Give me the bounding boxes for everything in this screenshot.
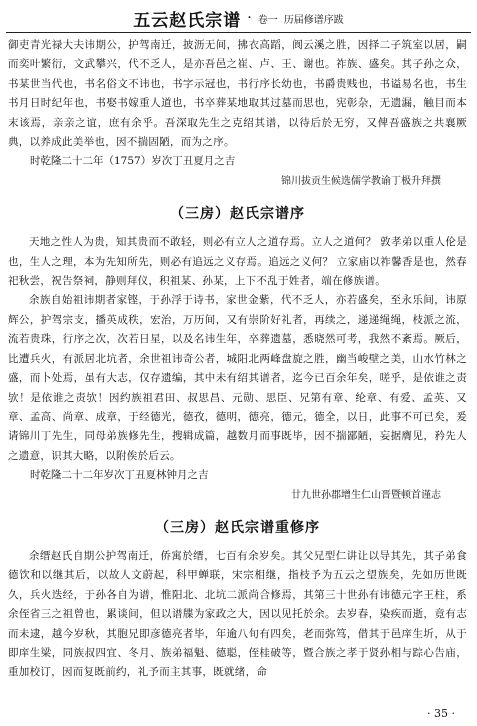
- paragraph: 天地之性人为贵，知其贵而不敢轻，则必有立人之道存焉。立人之道何？ 敦孝弟以重人伦是也，生人之理，本为先知所先，则必有追远之义存焉。追远之义何？ 立家庙以祚馨香是也，然春祀秋尝，祝告祭祠，静则拜仪，积祖某、孙某，上下不乱于姓者，端在修族谱。: [8, 236, 467, 288]
- header-separator: ·: [247, 10, 252, 26]
- book-title: 五云赵氏宗谱: [133, 10, 242, 31]
- paragraph: 御吏青光禄大夫讳期公，护驾南迁，披沥无间，拂衣高蹈，阆云溪之胜，因择二子筑室以居，嗣而奕叶繁衍，文武攀兴，代不乏人，是亦吾邑之崔、卢、王、谢也。祚族、盛矣。其子孙之众，书某世当代也，书名俗文不讳也，书字示冠也，书行序长幼也，书爵贵贱也，书谥易名也，书生书月日时纪年也，书娶书嫁重人道也，书卒葬某地取其过墓而思也，宪彰杂，无遗漏，触目而本末该焉，亲亲之谊，庶有余乎。吾深取先生之克绍其谱，以待后於无穷，又俾吾盛族之共襄厥典，以养成此美举也，因不揣固陋，而为之序。: [8, 39, 467, 149]
- signature-line: 廿九世孙郡增生仁山晋暨顿首谨志: [291, 489, 441, 501]
- running-header: [6, 4, 471, 33]
- signature-line: 锦川拔贡生候选儒学教谕丁极升拜撰: [281, 175, 441, 187]
- page-body: [8, 36, 467, 683]
- dateline: 时乾隆二十二年（1757）岁次丁丑夏月之吉: [30, 155, 236, 168]
- volume-label: 卷一: [257, 14, 278, 26]
- dateline: 时乾隆二十二年岁次丁丑夏林钟月之吉: [30, 469, 209, 482]
- section-title: （三房）赵氏宗谱序: [170, 206, 305, 223]
- chapter-subtitle: 历届修谱序跋: [283, 14, 344, 26]
- paragraph: 余缙赵氏自期公护驾南迁，侨寓於缙，七百有余岁矣。其父兄型仁讲让以导其先，其子弟食德饮和以继其后，以故人文蔚起，科甲蝉联，宋宗相继，指枝予为五云之望族矣，先如历世既久，兵火迭经，于孙各自为谱，惟阳北、北坑二派尚合修焉，其第三十世孙有讳德元字王柱，系余侄省三之祖曾也，累谈间，但以谱牒为家政之大，因以见托於余。去岁春，染疾而逝，竟有志而未逮，越今岁秋，其胞兄即彦德亮者毕，年逾八旬有四矣，老而弥笃，借其于邑庠生圻，从于即庠生梁，同族叔四宜、冬月、族弟福魁、德聪，侄桂破等，暨合族之孝于贤孙相与踪心告庙，重加校订，因而复既前约，礼予而主其事，既就绪，命: [8, 549, 467, 679]
- paragraph: 余族自始祖讳期者家铿，于孙浮于诗书，家世金紫，代不乏人，亦若盛矣，至永乐间，讳原辉公，护驾宗支，播英成秩，宏治，万历间，又有崇阶好礼者，再续之，递递绳绳，枝派之流，流若贵珠，行序之次，次若日星，以及名讳生年，卒葬遗墓，悉晓然可考，我然不紊焉。厥后，比遭兵火，有派居北坑者，余世祖讳奇公者，城阳北两峰盘旋之胜，幽当峻壁之美，山水竹林之盛，而卜处焉，虽有大志，仅存遗编，其中未有绍其谱者，迄今已百余年矣，嗟乎，是依谁之责欤！是依谁之责欤！因约族祖君田、叔思昌、元勋、思臣、兄第有章、纶章、有爱、孟英、又章、孟高、尚章、成章，于经德光，德孜，德明，德亮，德元，德全，以日，此事不可已矣，爰请锦川丁先生，同母弟族修先生，搜辑成篇，越数月而事既毕，因不揣鄙陋，妄据膺见，矜先人之遗意，识其大略，以附俟於后云。: [8, 294, 467, 462]
- page-number: · 35 ·: [427, 707, 455, 720]
- section-title: （三房）赵氏宗谱重修序: [155, 519, 320, 536]
